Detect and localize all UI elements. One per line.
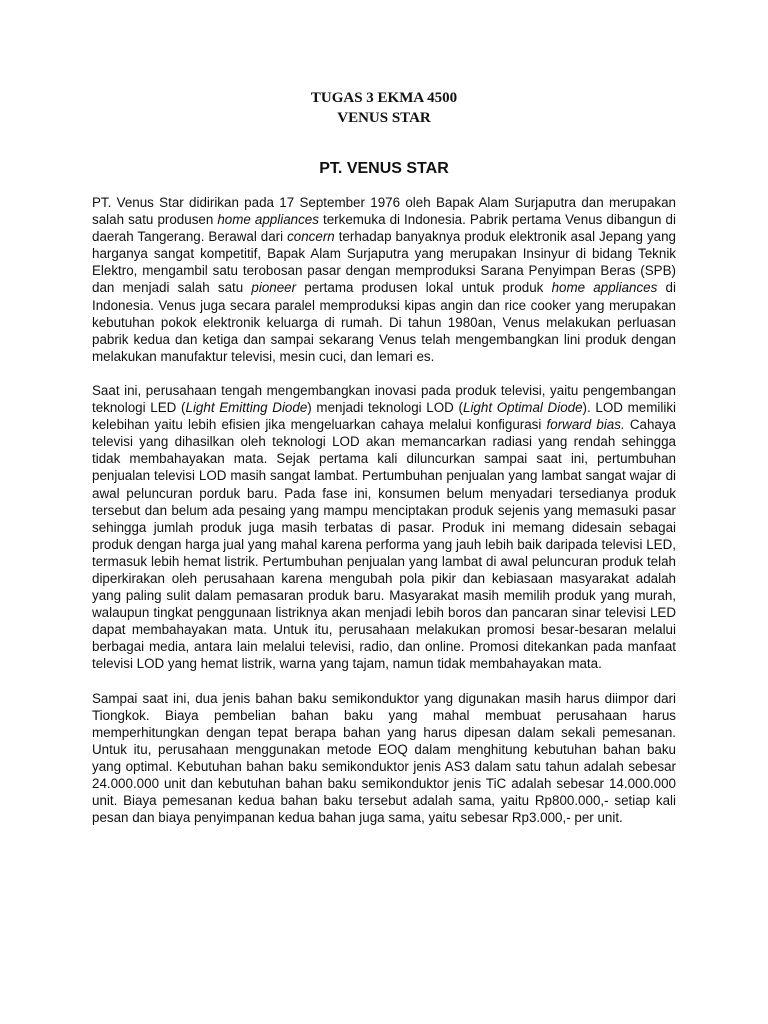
paragraph-1 [92, 194, 676, 365]
document-title-line1: TUGAS 3 EKMA 4500 [310, 90, 458, 106]
italic-text-run: home appliances [551, 280, 658, 296]
italic-text-run: forward bias. [546, 417, 625, 433]
text-run: ). LOD memiliki kelebihan yaitu lebih efisien jika mengeluarkan cahaya melalui konfigurasi [92, 400, 676, 433]
text-run: Sampai saat ini, dua jenis bahan baku semikonduktor yang digunakan masih harus diimpor dari Tiongkok. Biaya pembelian bahan baku yang mahal membuat perusahaan harus memperhitungkan dengan tepat berapa bahan yang harus dipesan dalam sekali pemesanan. Untuk itu, perusahaan menggunakan metode EOQ dalam menghitung kebutuhan bahan baku yang optimal. Kebutuhan bahan baku semikonduktor jenis AS3 dalam satu tahun adalah sebesar 24.000.000 unit dan kebutuhan bahan baku semikonduktor jenis TiC adalah sebesar 14.000.000 unit. Biaya pemesanan kedua bahan baku tersebut adalah sama, yaitu Rp800.000,- setiap kali pesan dan biaya penyimpanan kedua bahan juga sama, yaitu sebesar Rp3.000,- per unit. [92, 690, 676, 826]
document-body [92, 194, 676, 843]
document-page [92, 88, 677, 826]
text-run: Cahaya televisi yang dihasilkan oleh teknologi LOD akan memancarkan radiasi yang rendah sehingga tidak membahayakan mata. Sejak pertama kali diluncurkan sampai saat ini, pertumbuhan penjualan televisi LOD masih sangat lambat. Pertumbuhan penjualan yang lambat sangat wajar di awal peluncuran porduk baru. Pada fase ini, konsumen belum menyadari tersedianya produk tersebut dan belum ada pesaing yang mampu menciptakan produk sejenis yang memasuki pasar sehingga jumlah produk juga masih terbatas di pasar. Produk ini memang didesain sebagai produk dengan harga jual yang mahal karena performa yang jauh lebih baik daripada televisi LED, termasuk lebih hemat listrik. Pertumbuhan penjualan yang lambat di awal peluncuran produk telah diperkirakan oleh perusahaan karena mengubah pola pikir dan kebiasaan masyarakat adalah yang paling sulit dalam pemasaran produk baru. Masyarakat masih memilih produk yang murah, walaupun tingkat penggunaan listriknya akan menjadi lebih boros dan pancaran sinar televisi LED dapat membahayakan mata. Untuk itu, perusahaan melakukan promosi besar-besaran melalui berbagai media, antara lain melalui televisi, radio, dan online. Promosi ditekankan pada manfaat televisi LOD yang hemat listrik, warna yang tajam, namun tidak membahayakan mata. [92, 417, 677, 672]
text-run: PT. Venus Star didirikan pada 17 September 1976 oleh Bapak Alam Surjaputra dan merupakan salah satu produsen [92, 195, 676, 228]
text-run: terhadap banyaknya produk elektronik asal Jepang yang harganya sangat kompetitif, Bapak Alam Surjaputra yang merupakan Insinyur di bidang Teknik Elektro, mengambil satu terobosan pasar dengan memproduksi Sarana Penyimpan Beras (SPB) dan menjadi salah satu [92, 229, 677, 296]
text-run: pertama produsen lokal untuk produk [296, 280, 552, 296]
italic-text-run: concern [287, 229, 335, 245]
text-run: di Indonesia. Venus juga secara paralel memproduksi kipas angin dan rice cooker yang merupakan kebutuhan pokok elektronik keluarga di rumah. Di tahun 1980an, Venus melakukan perluasan pabrik kedua dan ketiga dan sampai sekarang Venus telah mengembangkan lini produk dengan melakukan manufaktur televisi, mesin cuci, dan lemari es. [92, 280, 676, 364]
italic-text-run: Light Optimal Diode [463, 400, 583, 416]
text-run: Saat ini, perusahaan tengah mengembangkan inovasi pada produk televisi, yaitu pengembangan teknologi LED ( [92, 382, 676, 416]
paragraph-2 [92, 382, 676, 673]
paragraph-3 [92, 690, 676, 827]
text-run: ) menjadi teknologi LOD ( [307, 400, 463, 416]
italic-text-run: pioneer [251, 280, 297, 296]
text-run: terkemuka di Indonesia. Pabrik pertama Venus dibangun di daerah Tangerang. Berawal dari [92, 212, 676, 245]
document-title-line2: VENUS STAR [337, 110, 431, 126]
italic-text-run: Light Emitting Diode [185, 400, 308, 416]
section-heading: PT. VENUS STAR [319, 160, 449, 177]
italic-text-run: home appliances [217, 212, 319, 228]
